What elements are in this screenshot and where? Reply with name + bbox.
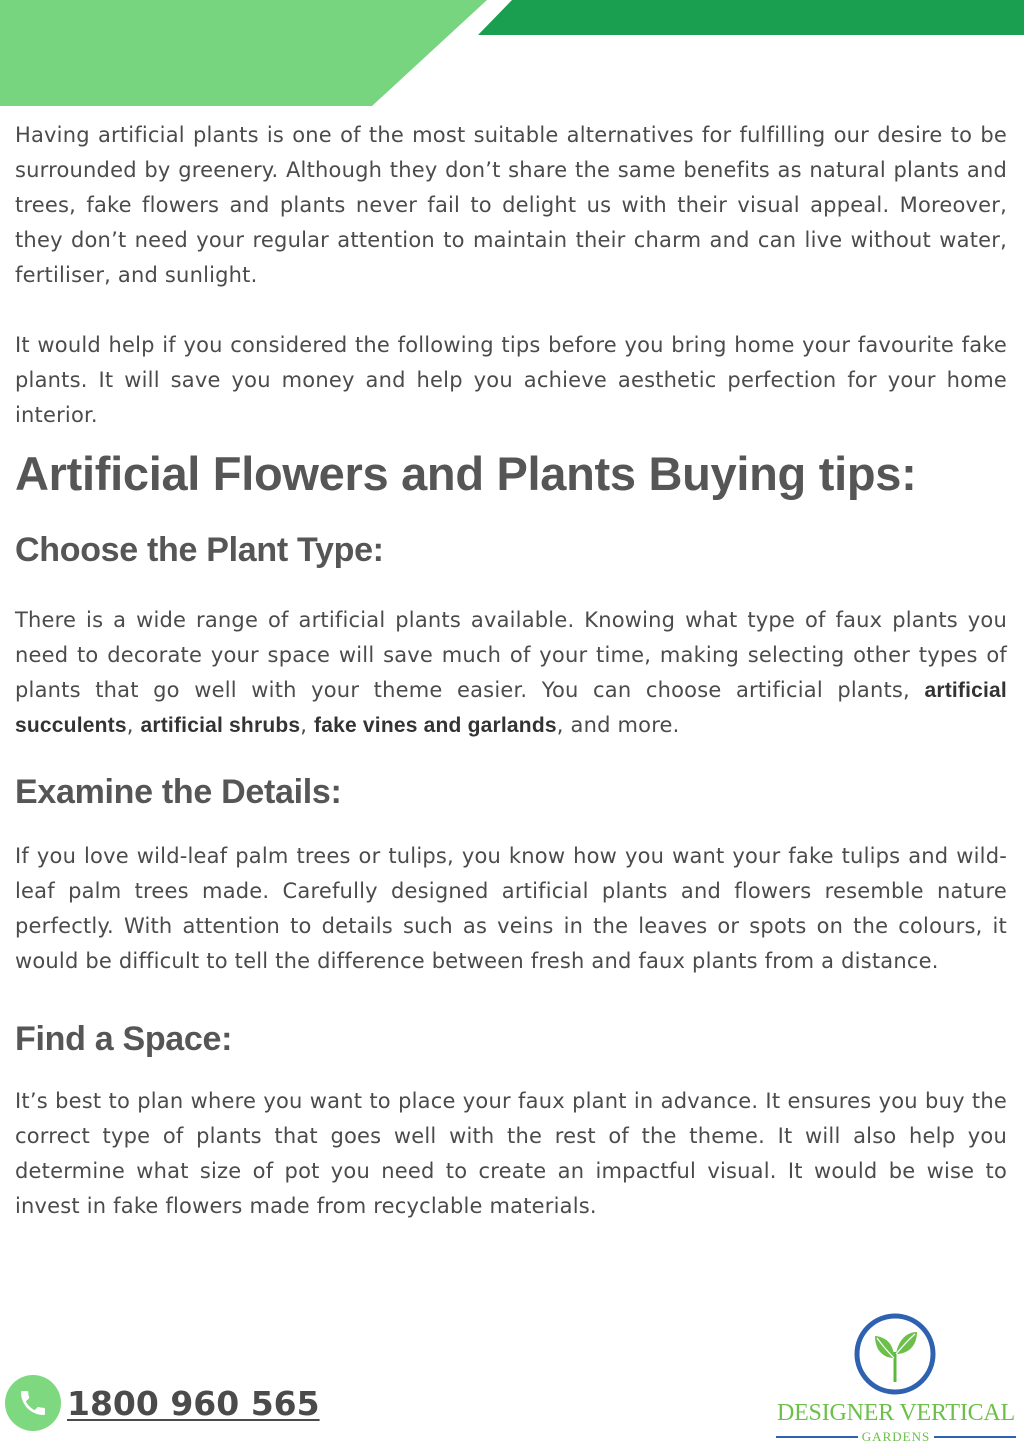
phone-number-link[interactable]: 1800 960 565 xyxy=(67,1383,320,1423)
link-artificial-succulents[interactable]: artificial succulents xyxy=(15,679,1007,737)
space-paragraph: It’s best to plan where you want to place your faux plant in advance. It ensures you buy the correct type of plants that goes well with the rest of the theme. It will also help you determine what size of pot you need to create an impactful visual. It would be wise to invest in fake flowers made from recyclable materials. xyxy=(15,1089,1007,1218)
intro-paragraph-1: Having artificial plants is one of the most suitable alternatives for fulfilling our desire to be surrounded by greenery. Although they don’t share the same benefits as natural plants and trees, fake flowers and plants never fail to delight us with their visual appeal. Moreover, they don’t need your regular attention to maintain their charm and can live without water, fertiliser, and sunlight. xyxy=(15,123,1007,287)
link-fake-vines-garlands[interactable]: fake vines and garlands xyxy=(314,714,557,737)
banner-light-green-shape xyxy=(0,0,487,106)
phone-contact[interactable] xyxy=(5,1375,320,1431)
details-paragraph: If you love wild-leaf palm trees or tulips, you know how you want your fake tulips and wild-leaf palm trees made. Carefully designed artificial plants and flowers resemble nature perfectly. With attention to details such as veins in the leaves or spots on the colours, it would be difficult to tell the difference between fresh and faux plants from a distance. xyxy=(15,844,1007,973)
company-logo xyxy=(776,1312,1016,1442)
heading-choose-plant-type: Choose the Plant Type: xyxy=(15,531,384,569)
heading-find-space: Find a Space: xyxy=(15,1020,233,1058)
link-separator: , xyxy=(300,713,315,737)
link-separator: , xyxy=(126,713,141,737)
phone-icon[interactable] xyxy=(5,1375,61,1431)
intro-paragraph-2: It would help if you considered the following tips before you bring home your favourite fake plants. It will save you money and help you achieve aesthetic perfection for your home interior. xyxy=(15,333,1007,427)
plant-type-tail: , and more. xyxy=(556,713,680,737)
plant-type-text: There is a wide range of artificial plants available. Knowing what type of faux plants you need to decorate your space will save much of your time, making selecting other types of plants that go well with your theme easier. You can choose artificial plants, xyxy=(15,608,1007,702)
heading-examine-details: Examine the Details: xyxy=(15,773,342,811)
logo-subtitle-row xyxy=(776,1429,1016,1445)
link-artificial-shrubs[interactable]: artificial shrubs xyxy=(140,714,301,737)
page-title: Artificial Flowers and Plants Buying tips: xyxy=(15,447,917,500)
logo-rule-left xyxy=(776,1436,858,1438)
leaf-logo-icon xyxy=(853,1312,937,1396)
paragraph-spacer xyxy=(15,293,1007,328)
header-banner xyxy=(0,0,1024,110)
plant-type-paragraph xyxy=(15,603,1007,743)
banner-dark-green-shape xyxy=(478,0,1024,35)
logo-subtitle: GARDENS xyxy=(861,1429,931,1444)
document-content xyxy=(15,118,1007,1224)
logo-wordmark: DESIGNER VERTICAL xyxy=(776,1400,1016,1426)
logo-rule-right xyxy=(934,1436,1016,1438)
